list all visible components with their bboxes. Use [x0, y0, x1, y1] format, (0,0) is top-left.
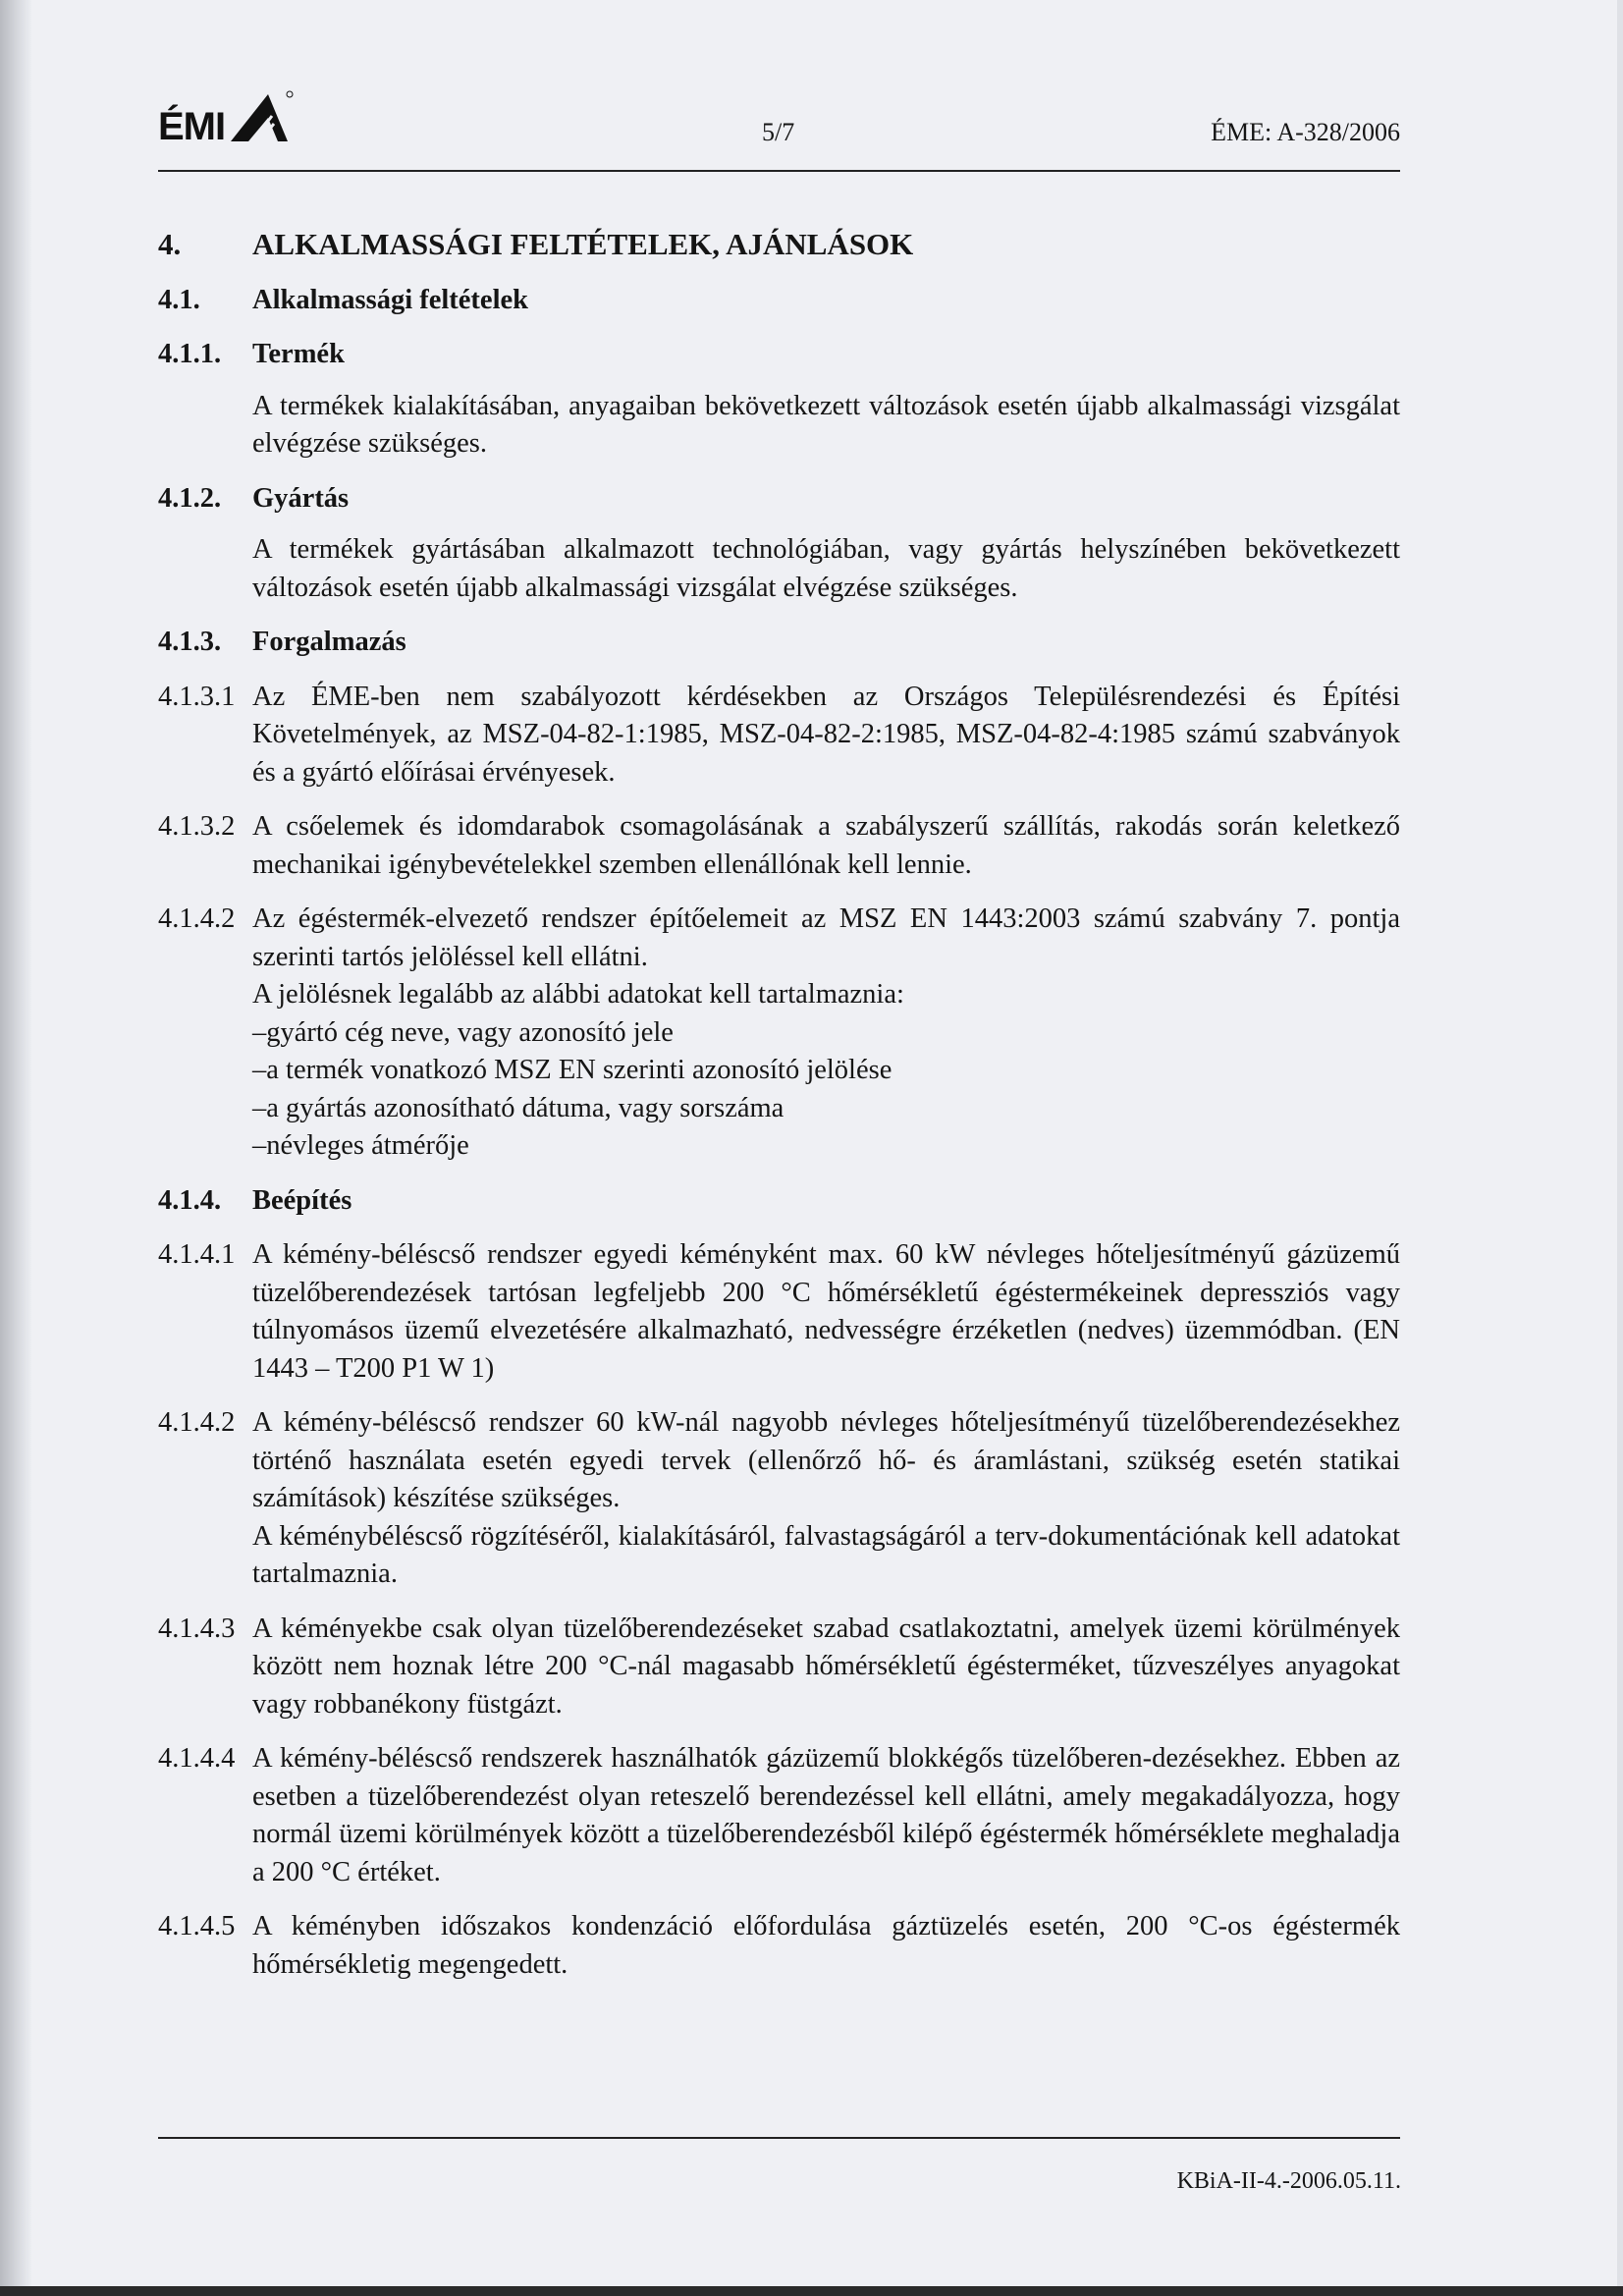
subsection-heading [158, 336, 1400, 374]
paragraph-number: 4.1.3.1 [158, 681, 236, 712]
numbered-paragraph [158, 808, 1400, 884]
paragraph-text: A kémény-béléscső rendszer egyedi kéményként max. 60 kW névleges hőteljesítményű gázüzemű tüzelőberendezések tartósan legfeljebb 200 °C hőmérsékletű égéstermékeinek depressziós vagy túlnyomásos üzemű elvezetésére alkalmazható, nedvességre érzéketlen (nedves) üzemmódban. (EN 1443 – T200 P1 W 1) [252, 1239, 1400, 1384]
paragraph-number: 4.1.3.2 [158, 811, 236, 842]
numbered-paragraph [158, 1908, 1400, 1984]
paragraph-text: A termékek kialakításában, anyagaiban bekövetkezett változások esetén újabb alkalmassági vizsgálat elvégzése szükséges. [252, 390, 1400, 459]
paragraph-text: Az égéstermék-elvezető rendszer építőelemeit az MSZ EN 1443:2003 számú szabvány 7. pontja szerinti tartós jelöléssel kell ellátni. [252, 903, 1400, 972]
list-item: –a termék vonatkozó MSZ EN szerinti azonosító jelölése [252, 1055, 893, 1085]
list-intro: A jelölésnek legalább az alábbi adatokat kell tartalmaznia: [252, 979, 904, 1010]
paragraph-number: 4.1.4.2 [158, 903, 236, 934]
section-title: Alkalmassági feltételek [252, 284, 528, 315]
numbered-paragraph [158, 1740, 1400, 1891]
scan-bottom-edge [0, 2286, 1623, 2296]
subsection-heading [158, 480, 1400, 519]
paragraph-number: 4.1.4.3 [158, 1613, 236, 1644]
section-number: 4.1.4. [158, 1184, 222, 1216]
paragraph-text: A kémény-béléscső rendszer 60 kW-nál nagyobb névleges hőteljesítményű tüzelőberendezésekhez történő használata esetén egyedi tervek (ellenőrző hő- és áramlástani, szükség esetén statikai számítások) készítése szükséges. [252, 1407, 1400, 1513]
numbered-paragraph [158, 901, 1400, 1166]
list-item: –a gyártás azonosítható dátuma, vagy sorszáma [252, 1092, 784, 1123]
section-title: Termék [252, 339, 345, 369]
paragraph-text: A kéményben időszakos kondenzáció előfordulása gáztüzelés esetén, 200 °C-os égéstermék hőmérsékletig megengedett. [252, 1911, 1400, 1980]
numbered-paragraph [158, 679, 1400, 793]
section-number: 4.1. [158, 284, 200, 315]
section-number: 4.1.3. [158, 627, 222, 657]
paragraph [158, 531, 1400, 607]
subsection-heading [158, 1182, 1400, 1221]
page-header [158, 81, 1400, 169]
paragraph-text: A kémény-béléscső rendszerek használhatók gázüzemű blokkégős tüzelőberen-dezésekhez. Ebben az esetben a tüzelőberendezést olyan reteszelő berendezéssel kell ellátni, amely megakadályozza, hogy normál üzemi körülmények között a tüzelőberendezésből kilépő égéstermék hőmérséklete meghaladja a 200 °C értéket. [252, 1743, 1400, 1887]
paragraph-number: 4.1.4.2 [158, 1407, 236, 1438]
paragraph-text: A termékek gyártásában alkalmazott technológiában, vagy gyártás helyszínében bekövetkezett változások esetén újabb alkalmassági vizsgálat elvégzése szükséges. [252, 534, 1400, 603]
page-number: 5/7 [762, 118, 795, 146]
section-number: 4. [158, 227, 182, 261]
numbered-paragraph [158, 1611, 1400, 1724]
subsection-heading [158, 282, 1400, 320]
section-number: 4.1.2. [158, 482, 222, 514]
paragraph-number: 4.1.4.1 [158, 1239, 236, 1270]
list-item: –gyártó cég neve, vagy azonosító jele [252, 1016, 674, 1048]
section-number: 4.1.1. [158, 339, 222, 369]
numbered-paragraph [158, 1236, 1400, 1388]
svg-text:ÉMI: ÉMI [158, 105, 226, 148]
paragraph-text: A kéménybéléscső rögzítéséről, kialakításáról, falvastagságáról a terv-dokumentációnak kell adatokat tartalmaznia. [252, 1520, 1400, 1589]
scan-binding-shadow [0, 0, 31, 2296]
document-reference: ÉME: A-328/2006 [1211, 118, 1400, 146]
footer-divider [158, 2137, 1400, 2139]
footer-code: KBiA-II-4.-2006.05.11. [1176, 2168, 1401, 2194]
section-title: Gyártás [252, 482, 350, 514]
paragraph-number: 4.1.4.4 [158, 1743, 236, 1774]
section-title: Beépítés [252, 1184, 352, 1216]
section-title: ALKALMASSÁGI FELTÉTELEK, AJÁNLÁSOK [252, 227, 914, 261]
marking-list [252, 1014, 1400, 1166]
paragraph-number: 4.1.4.5 [158, 1911, 236, 1941]
numbered-paragraph [158, 1404, 1400, 1594]
section-heading [158, 226, 1400, 264]
header-divider [158, 170, 1400, 172]
section-title: Forgalmazás [252, 627, 406, 657]
paragraph-text: A csőelemek és idomdarabok csomagolásának a szabályszerű szállítás, rakodás során keletkező mechanikai igénybevételekkel szemben ellenállónak kell lennie. [252, 811, 1400, 880]
document-body [158, 226, 1400, 1984]
emi-logo-icon [158, 81, 296, 149]
list-item: –névleges átmérője [252, 1130, 469, 1161]
paragraph-text: Az ÉME-ben nem szabályozott kérdésekben az Országos Településrendezési és Építési Követelmények, az MSZ-04-82-1:1985, MSZ-04-82-2:1985, MSZ-04-82-4:1985 számú szabványok és a gyártó előírásai érvényesek. [252, 681, 1400, 788]
paragraph [158, 388, 1400, 464]
subsection-heading [158, 624, 1400, 662]
page-edge [1617, 0, 1623, 2296]
paragraph-text: A kéményekbe csak olyan tüzelőberendezéseket szabad csatlakoztatni, amelyek üzemi körülmények között nem hoznak létre 200 °C-nál magasabb hőmérsékletű égésterméket, tűzveszélyes anyagokat vagy robbanékony füstgázt. [252, 1613, 1400, 1720]
